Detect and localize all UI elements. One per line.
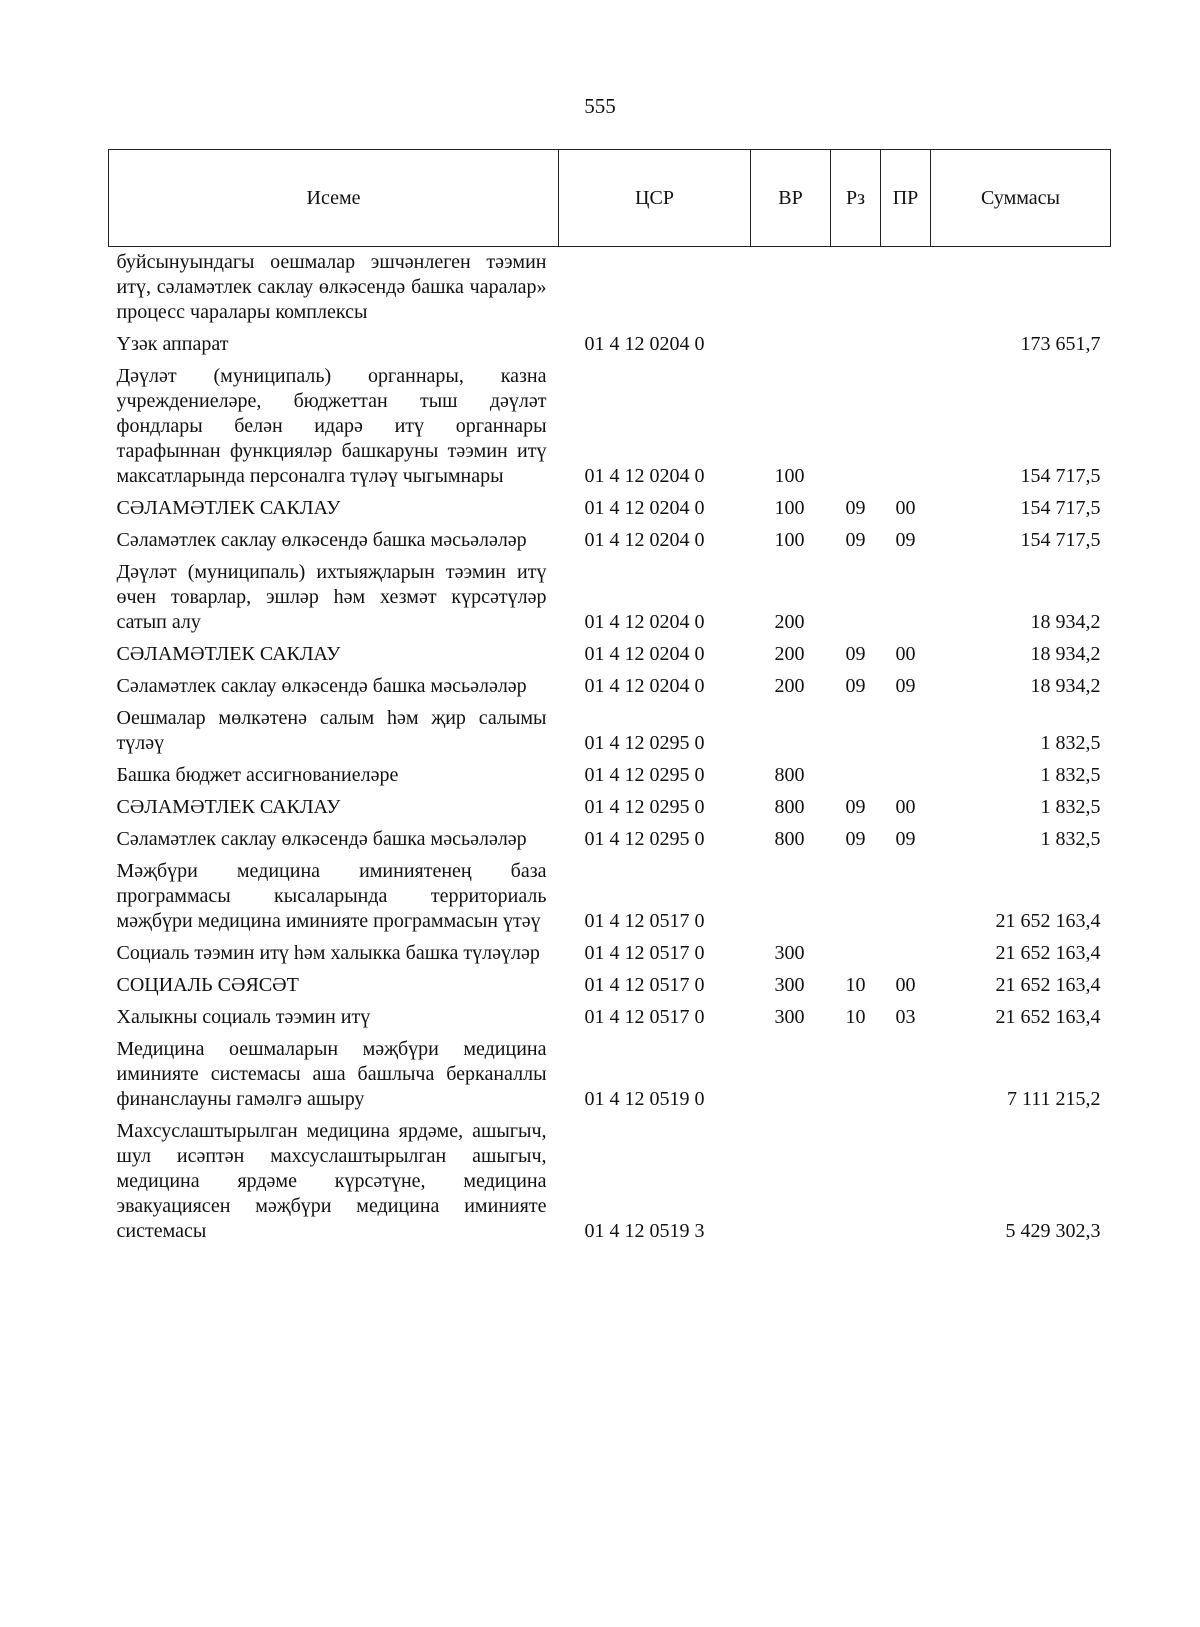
row-rz-code: [831, 1034, 881, 1116]
row-vr-code: 800: [774, 828, 805, 850]
row-sum: 21 652 163,4: [995, 942, 1101, 964]
row-csr-code: 01 4 12 0204 0: [584, 643, 705, 665]
header-rz: Рз: [831, 150, 881, 247]
table-row: [109, 1034, 1111, 1116]
row-vr-code: 200: [774, 643, 805, 665]
row-name: Үзәк аппарат: [116, 333, 229, 355]
table-row: [109, 639, 1111, 671]
header-pr: ПР: [881, 150, 931, 247]
table-row: [109, 760, 1111, 792]
row-csr-code: 01 4 12 0204 0: [584, 611, 705, 633]
table-header-row: [109, 150, 1111, 247]
table-row: [109, 856, 1111, 938]
row-rz-code: [831, 856, 881, 938]
row-pr-code: 00: [895, 796, 916, 818]
row-vr-code: 300: [774, 974, 805, 996]
table-row: [109, 938, 1111, 970]
table-row: [109, 525, 1111, 557]
row-pr-code: [881, 1116, 931, 1248]
row-sum: [931, 247, 1111, 330]
budget-table: [108, 149, 1111, 1248]
table-row: [109, 703, 1111, 760]
row-pr-code: [881, 760, 931, 792]
row-rz-code: 09: [845, 796, 866, 818]
row-vr-code: [751, 703, 831, 760]
row-csr-code: 01 4 12 0204 0: [584, 529, 705, 551]
page-number: 555: [584, 94, 616, 118]
row-vr-code: [751, 247, 831, 330]
row-name: Сәламәтлек саклау өлкәсендә башка мәсьәләләр: [116, 529, 527, 551]
row-csr-code: 01 4 12 0204 0: [584, 675, 705, 697]
row-pr-code: [881, 703, 931, 760]
row-sum: 7 111 215,2: [1006, 1088, 1101, 1110]
row-name: Сәламәтлек саклау өлкәсендә башка мәсьәләләр: [116, 828, 527, 850]
row-name: Халыкны социаль тәэмин итү: [116, 1006, 371, 1028]
row-sum: 154 717,5: [1020, 497, 1101, 519]
row-vr-code: 800: [774, 796, 805, 818]
row-sum: 154 717,5: [1020, 465, 1101, 487]
row-pr-code: [881, 557, 931, 639]
row-rz-code: 09: [845, 497, 866, 519]
row-sum: 154 717,5: [1020, 529, 1101, 551]
row-rz-code: [831, 1116, 881, 1248]
row-name: Сәламәтлек саклау өлкәсендә башка мәсьәләләр: [116, 675, 527, 697]
table-row: [109, 671, 1111, 703]
row-vr-code: [751, 856, 831, 938]
table-row: [109, 792, 1111, 824]
table-row: [109, 970, 1111, 1002]
row-name: СӘЛАМӘТЛЕК САКЛАУ: [116, 796, 341, 818]
table-row: [109, 824, 1111, 856]
row-pr-code: 09: [895, 675, 916, 697]
row-sum: 18 934,2: [1030, 611, 1101, 633]
row-sum: 18 934,2: [1030, 643, 1101, 665]
row-pr-code: 00: [895, 643, 916, 665]
row-vr-code: 100: [774, 497, 805, 519]
row-vr-code: 300: [774, 1006, 805, 1028]
table-row: [109, 329, 1111, 361]
row-sum: 1 832,5: [1040, 732, 1101, 754]
row-csr-code: [559, 247, 751, 330]
row-vr-code: 100: [774, 465, 805, 487]
row-csr-code: 01 4 12 0517 0: [584, 1006, 705, 1028]
row-vr-code: 100: [774, 529, 805, 551]
row-rz-code: [831, 361, 881, 493]
header-sum: Суммасы: [931, 150, 1111, 247]
header-csr: ЦСР: [559, 150, 751, 247]
row-name: Оешмалар мөлкәтенә салым һәм җир салымы түләү: [116, 707, 547, 754]
row-name: Дәүләт (муниципаль) органнары, казна учреждениеләре, бюджеттан тыш дәүләт фондлары белән идарә итү органнары тарафыннан функцияләр башкаруны тәэмин итү максатларында персоналга түләү чыгымнары: [116, 365, 547, 487]
row-rz-code: [831, 329, 881, 361]
row-sum: 21 652 163,4: [995, 910, 1101, 932]
row-rz-code: 10: [845, 1006, 866, 1028]
row-vr-code: 200: [774, 675, 805, 697]
row-csr-code: 01 4 12 0295 0: [584, 732, 705, 754]
row-csr-code: 01 4 12 0204 0: [584, 465, 705, 487]
row-name: Медицина оешмаларын мәҗбүри медицина иминияте системасы аша башлыча берканаллы финанслауны гамәлгә ашыру: [116, 1038, 547, 1110]
row-pr-code: 00: [895, 974, 916, 996]
row-csr-code: 01 4 12 0517 0: [584, 974, 705, 996]
row-sum: 1 832,5: [1040, 764, 1101, 786]
row-sum: 18 934,2: [1030, 675, 1101, 697]
row-rz-code: 10: [845, 974, 866, 996]
row-csr-code: 01 4 12 0519 3: [584, 1220, 705, 1242]
row-pr-code: [881, 247, 931, 330]
row-rz-code: 09: [845, 675, 866, 697]
row-sum: 1 832,5: [1040, 828, 1101, 850]
row-rz-code: 09: [845, 643, 866, 665]
row-name: Дәүләт (муниципаль) ихтыяҗларын тәэмин итү өчен товарлар, эшләр һәм хезмәт күрсәтүләр сатып алу: [116, 561, 547, 633]
row-rz-code: [831, 760, 881, 792]
header-name: Исеме: [109, 150, 559, 247]
row-rz-code: 09: [845, 828, 866, 850]
row-name: Мәҗбүри медицина иминиятенең база программасы кысаларында территориаль мәҗбүри медицина иминияте программасын үтәү: [116, 860, 547, 932]
row-pr-code: 00: [895, 497, 916, 519]
row-rz-code: [831, 247, 881, 330]
row-sum: 21 652 163,4: [995, 974, 1101, 996]
row-pr-code: [881, 938, 931, 970]
row-vr-code: [751, 329, 831, 361]
row-csr-code: 01 4 12 0204 0: [584, 497, 705, 519]
row-pr-code: 03: [895, 1006, 916, 1028]
header-vr: ВР: [751, 150, 831, 247]
row-rz-code: [831, 557, 881, 639]
row-vr-code: [751, 1116, 831, 1248]
row-csr-code: 01 4 12 0519 0: [584, 1088, 705, 1110]
row-sum: 1 832,5: [1040, 796, 1101, 818]
row-pr-code: 09: [895, 828, 916, 850]
row-name: Башка бюджет ассигнованиеләре: [116, 764, 399, 786]
row-csr-code: 01 4 12 0204 0: [584, 333, 705, 355]
row-pr-code: 09: [895, 529, 916, 551]
row-name: СОЦИАЛЬ СӘЯСӘТ: [116, 974, 299, 996]
row-csr-code: 01 4 12 0295 0: [584, 764, 705, 786]
row-rz-code: [831, 703, 881, 760]
table-body: [109, 247, 1111, 1249]
table-row: [109, 1002, 1111, 1034]
table-row: [109, 1116, 1111, 1248]
row-vr-code: [751, 1034, 831, 1116]
row-csr-code: 01 4 12 0517 0: [584, 942, 705, 964]
row-csr-code: 01 4 12 0295 0: [584, 828, 705, 850]
row-sum: 173 651,7: [1020, 333, 1101, 355]
row-sum: 5 429 302,3: [1005, 1220, 1101, 1242]
table-row: [109, 493, 1111, 525]
row-csr-code: 01 4 12 0517 0: [584, 910, 705, 932]
row-rz-code: 09: [845, 529, 866, 551]
row-rz-code: [831, 938, 881, 970]
row-pr-code: [881, 361, 931, 493]
row-pr-code: [881, 1034, 931, 1116]
table-row: [109, 247, 1111, 330]
row-vr-code: 300: [774, 942, 805, 964]
row-sum: 21 652 163,4: [995, 1006, 1101, 1028]
table-row: [109, 361, 1111, 493]
row-name: СӘЛАМӘТЛЕК САКЛАУ: [116, 643, 341, 665]
row-pr-code: [881, 329, 931, 361]
row-pr-code: [881, 856, 931, 938]
row-vr-code: 800: [774, 764, 805, 786]
row-name: СӘЛАМӘТЛЕК САКЛАУ: [116, 497, 341, 519]
table-row: [109, 557, 1111, 639]
row-name: Махсуслаштырылган медицина ярдәме, ашыгыч, шул исәптән махсуслаштырылган ашыгыч, медицина ярдәме күрсәтүне, медицина эвакуациясен мәҗбүри медицина иминияте системасы: [116, 1120, 547, 1242]
row-vr-code: 200: [774, 611, 805, 633]
row-csr-code: 01 4 12 0295 0: [584, 796, 705, 818]
row-name: буйсынуындагы оешмалар эшчәнлеген тәэмин итү, сәламәтлек саклау өлкәсендә башка чаралар» процесс чаралары комплексы: [116, 251, 547, 323]
row-name: Социаль тәэмин итү һәм халыкка башка түләүләр: [116, 942, 540, 964]
